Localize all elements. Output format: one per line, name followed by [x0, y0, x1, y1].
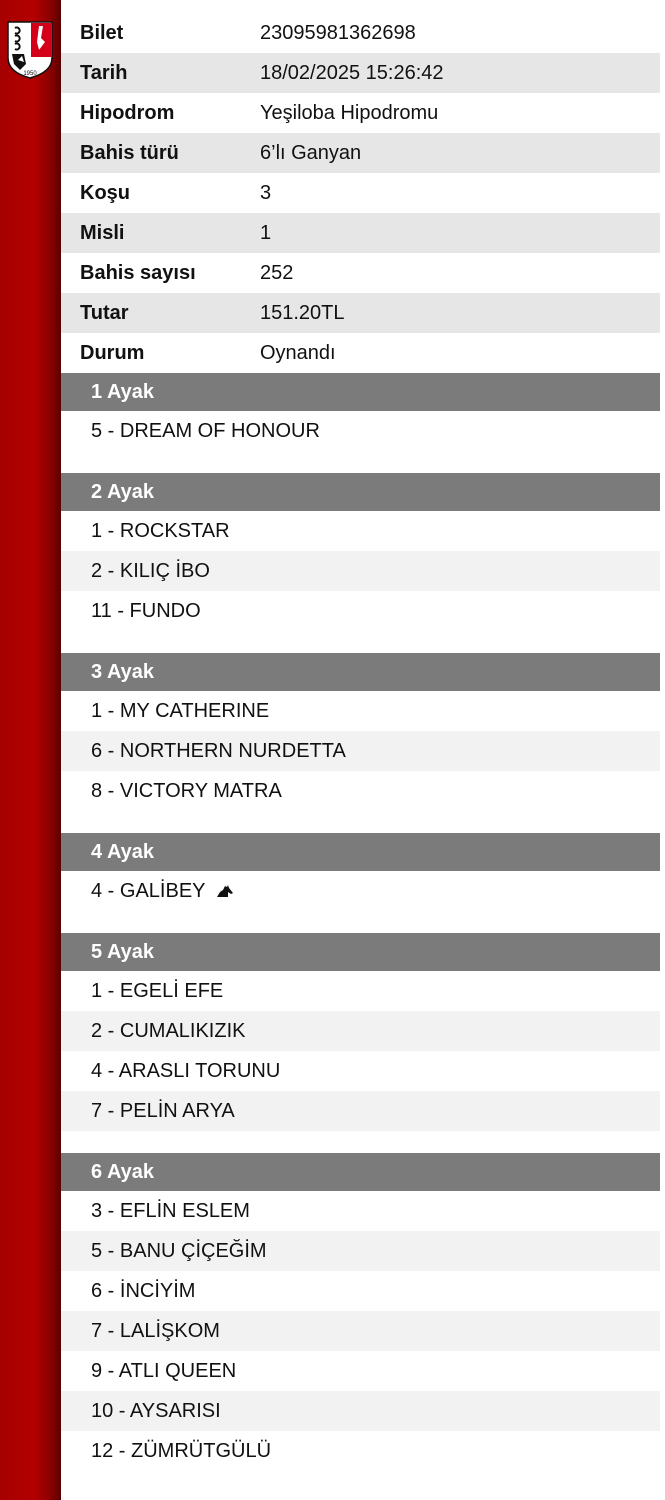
horse-row — [61, 1011, 660, 1051]
leg-header: 4 Ayak — [61, 833, 660, 871]
legs-list — [61, 373, 660, 1471]
horse-row — [61, 591, 660, 631]
leg-header: 5 Ayak — [61, 933, 660, 971]
leg-section — [61, 473, 660, 631]
ticket-info-table — [61, 13, 660, 373]
horse-row — [61, 691, 660, 731]
leg-header: 1 Ayak — [61, 373, 660, 411]
info-value: 23095981362698 — [260, 21, 416, 44]
info-value: 3 — [260, 181, 272, 204]
horse-name: 6 - İNCİYİM — [91, 1279, 196, 1302]
ticket-info-row — [61, 213, 660, 253]
leg-header: 3 Ayak — [61, 653, 660, 691]
club-logo-icon — [6, 20, 54, 80]
horse-name: 3 - EFLİN ESLEM — [91, 1199, 250, 1222]
horse-row — [61, 551, 660, 591]
info-value: 151.20TL — [260, 301, 345, 324]
horse-row — [61, 731, 660, 771]
horse-name: 9 - ATLI QUEEN — [91, 1359, 237, 1382]
ticket-info-row — [61, 173, 660, 213]
sidebar — [0, 0, 61, 1500]
info-label: Misli — [80, 221, 125, 244]
horse-row — [61, 871, 660, 911]
ticket-info-row — [61, 93, 660, 133]
horse-name: 4 - ARASLI TORUNU — [91, 1059, 281, 1082]
horse-name: 1 - EGELİ EFE — [91, 979, 224, 1002]
leg-section — [61, 1153, 660, 1471]
horse-name: 7 - PELİN ARYA — [91, 1099, 235, 1122]
info-value: Oynandı — [260, 341, 336, 364]
leg-section — [61, 373, 660, 451]
info-value: 6’lı Ganyan — [260, 141, 362, 164]
ticket-info-row — [61, 53, 660, 93]
horse-row — [61, 411, 660, 451]
leg-section — [61, 933, 660, 1131]
horse-row — [61, 1051, 660, 1091]
info-value: 252 — [260, 261, 294, 284]
info-label: Tarih — [80, 61, 128, 84]
ticket-info-row — [61, 293, 660, 333]
ticket-info-row — [61, 333, 660, 373]
horse-row — [61, 771, 660, 811]
horse-name: 2 - KILIÇ İBO — [91, 559, 210, 582]
info-label: Bahis türü — [80, 141, 179, 164]
info-label: Bilet — [80, 21, 124, 44]
horse-icon — [216, 884, 234, 898]
svg-text:1950: 1950 — [23, 71, 37, 77]
leg-section — [61, 653, 660, 811]
info-label: Tutar — [80, 301, 129, 324]
horse-row — [61, 1091, 660, 1131]
horse-row — [61, 1431, 660, 1471]
horse-name: 8 - VICTORY MATRA — [91, 779, 282, 802]
leg-section — [61, 833, 660, 911]
info-label: Durum — [80, 341, 145, 364]
ticket-info-row — [61, 253, 660, 293]
info-label: Bahis sayısı — [80, 261, 196, 284]
horse-name: 4 - GALİBEY — [91, 879, 206, 902]
horse-row — [61, 1231, 660, 1271]
info-value: 18/02/2025 15:26:42 — [260, 61, 444, 84]
ticket-detail — [61, 13, 660, 1493]
info-label: Hipodrom — [80, 101, 175, 124]
horse-row — [61, 1311, 660, 1351]
ticket-info-row — [61, 13, 660, 53]
horse-name: 10 - AYSARISI — [91, 1399, 221, 1422]
info-value: 1 — [260, 221, 272, 244]
horse-row — [61, 511, 660, 551]
info-value: Yeşiloba Hipodromu — [260, 101, 439, 124]
horse-name: 1 - ROCKSTAR — [91, 519, 230, 542]
horse-name: 1 - MY CATHERINE — [91, 699, 270, 722]
horse-row — [61, 1351, 660, 1391]
horse-name: 5 - BANU ÇİÇEĞİM — [91, 1239, 267, 1262]
horse-row — [61, 1191, 660, 1231]
horse-name: 2 - CUMALIKIZIK — [91, 1019, 246, 1042]
horse-name: 11 - FUNDO — [91, 599, 201, 622]
info-label: Koşu — [80, 181, 130, 204]
horse-name: 7 - LALİŞKOM — [91, 1319, 220, 1342]
leg-header: 6 Ayak — [61, 1153, 660, 1191]
horse-row — [61, 1271, 660, 1311]
horse-name: 6 - NORTHERN NURDETTA — [91, 739, 346, 762]
horse-name: 5 - DREAM OF HONOUR — [91, 419, 320, 442]
horse-name: 12 - ZÜMRÜTGÜLÜ — [91, 1439, 272, 1462]
ticket-info-row — [61, 133, 660, 173]
leg-header: 2 Ayak — [61, 473, 660, 511]
horse-row — [61, 1391, 660, 1431]
horse-row — [61, 971, 660, 1011]
